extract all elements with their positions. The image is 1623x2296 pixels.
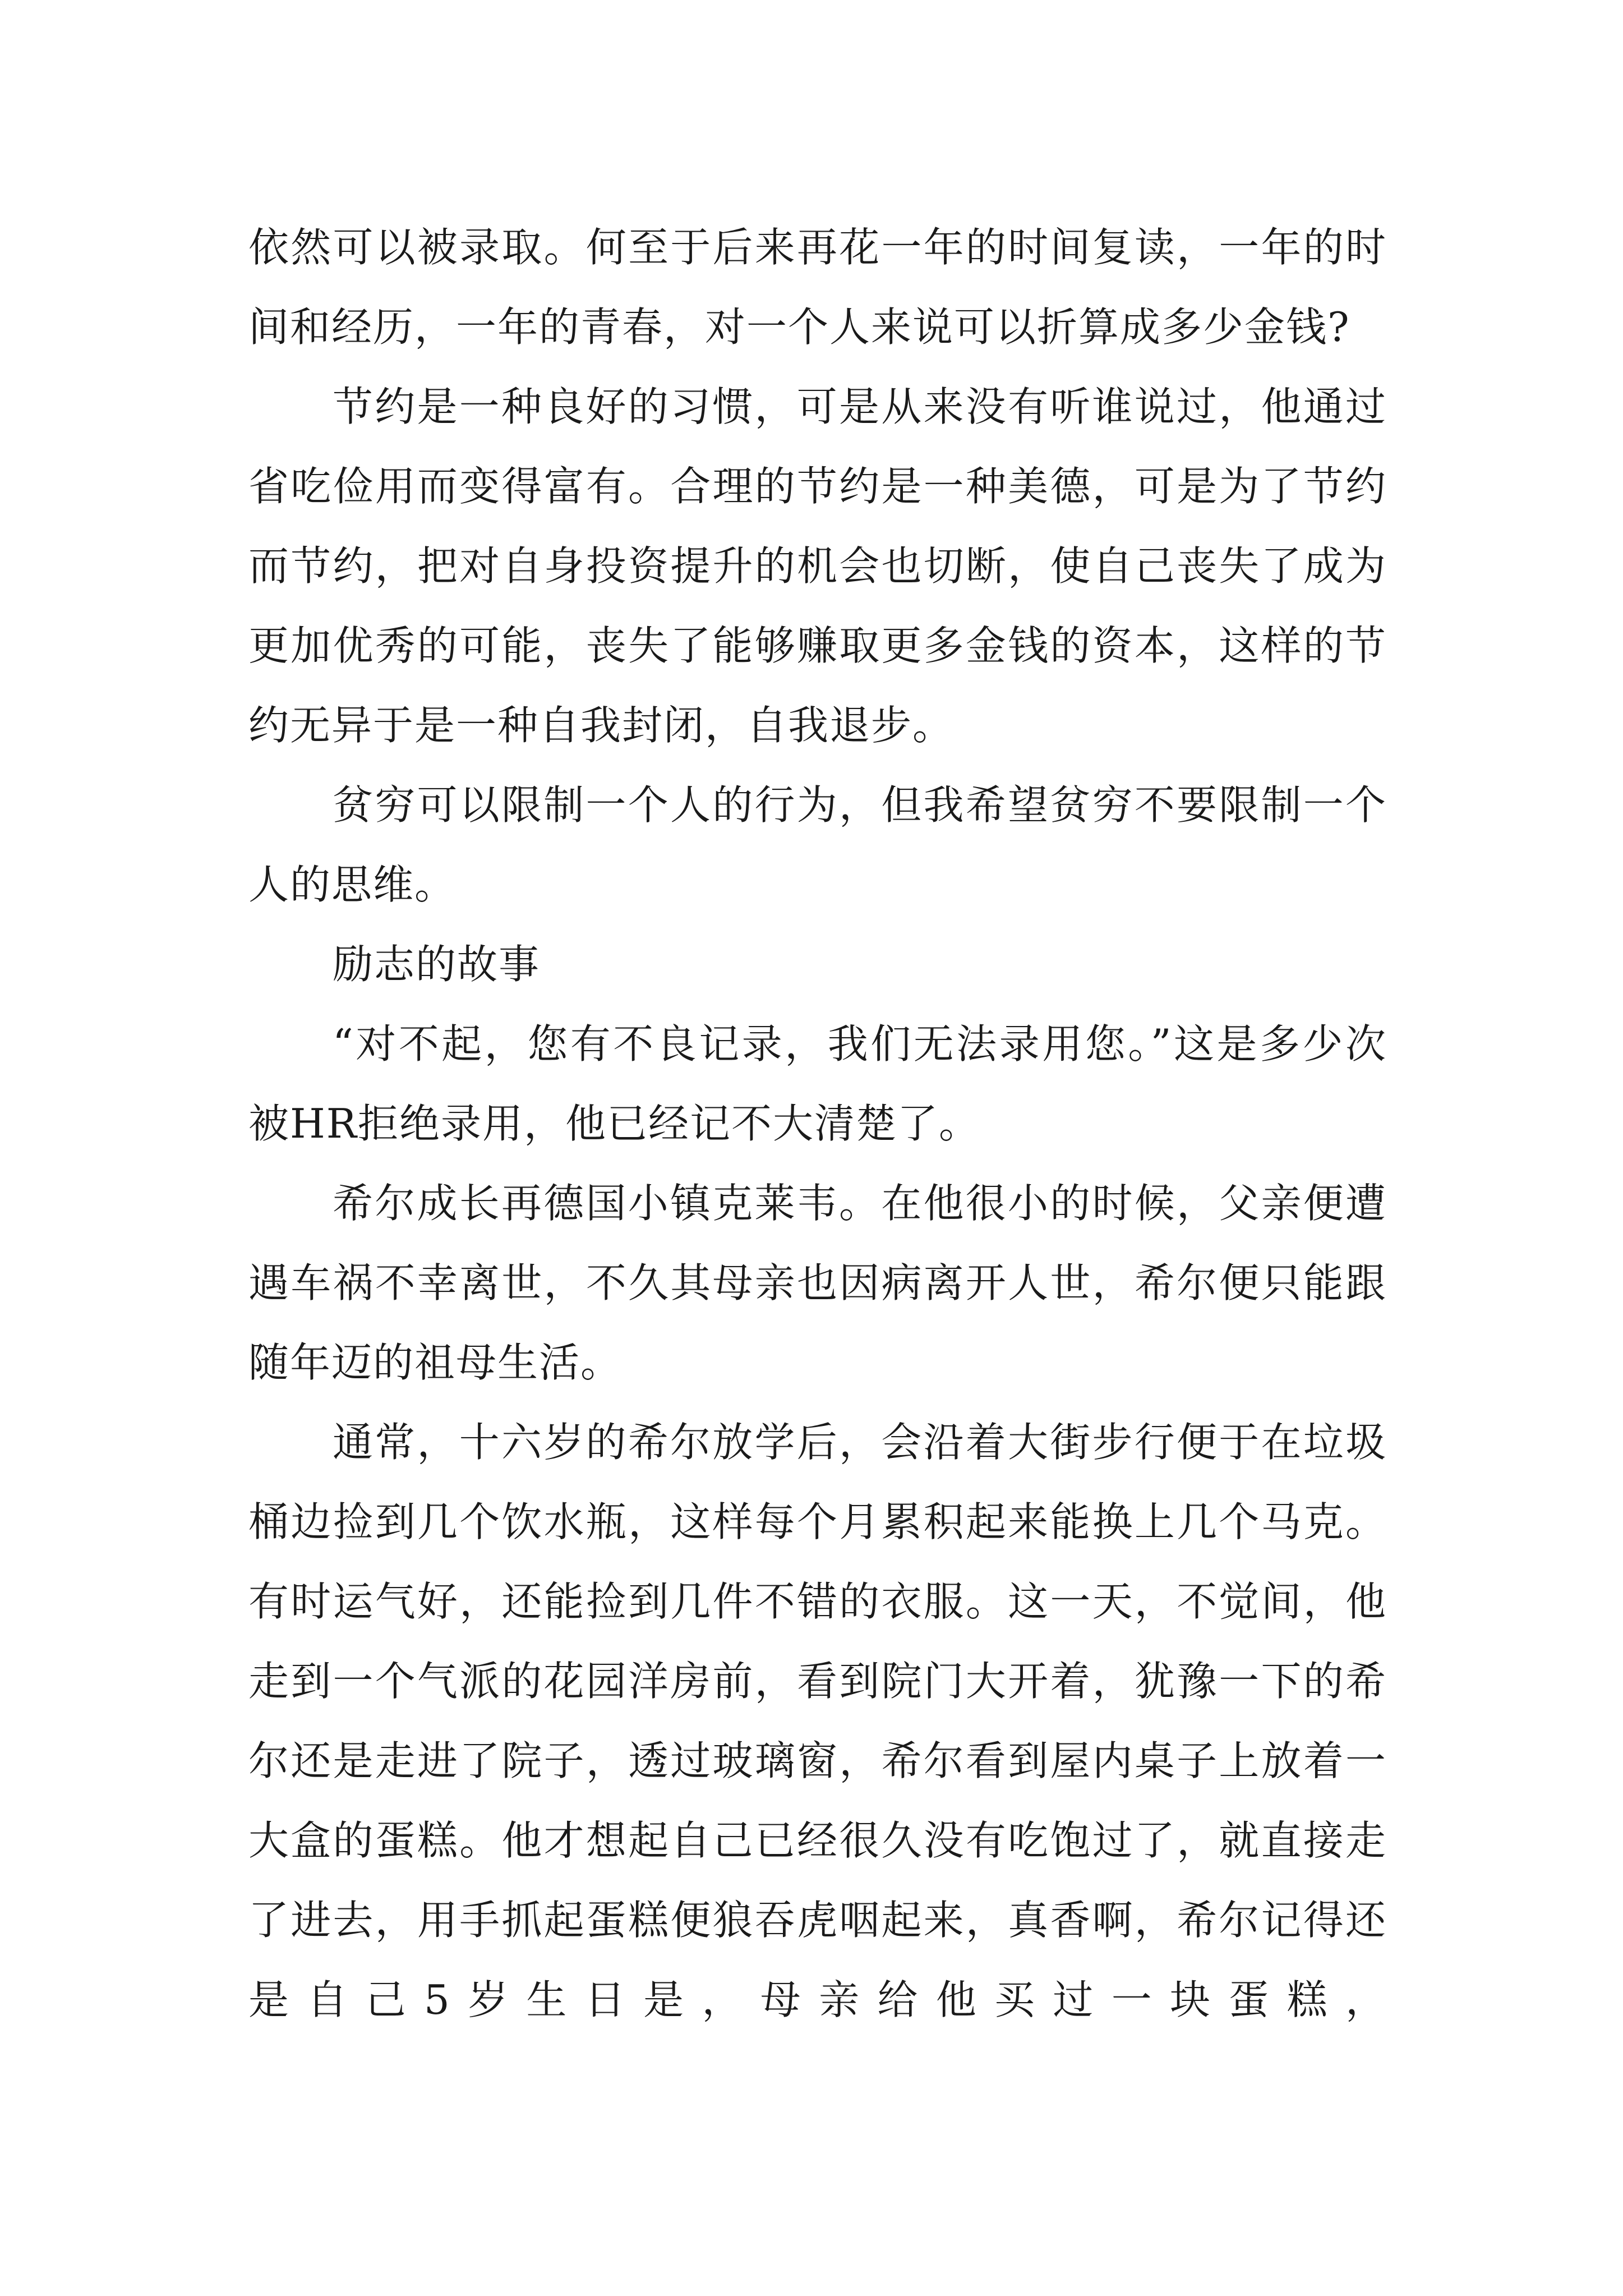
paragraph-continued: 依然可以被录取。何至于后来再花一年的时间复读，一年的时间和经历，一年的青春，对一个人来说可以折算成多少金钱? [248,224,1387,351]
paragraph-story: 通常，十六岁的希尔放学后，会沿着大街步行便于在垃圾桶边捡到几个饮水瓶，这样每个月累积起来能换上几个马克。有时运气好，还能捡到几件不错的衣服。这一天，不觉间，他走到一个气派的花园洋房前，看到院门大开着，犹豫一下的希尔还是走进了院子，透过玻璃窗，希尔看到屋内桌子上放着一大盒的蛋糕。他才想起自己已经很久没有吃饱过了，就直接走了进去，用手抓起蛋糕便狼吞虎咽起来，真香啊，希尔记得还是自己5岁生日是，母亲给他买过一块蛋糕， [248,1419,1387,2023]
section-heading: 励志的故事 [333,941,541,988]
paragraph-poverty: 贫穷可以限制一个人的行为，但我希望贫穷不要限制一个人的思维。 [248,781,1387,908]
paragraph-thrift: 节约是一种良好的习惯，可是从来没有听谁说过，他通过省吃俭用而变得富有。合理的节约是一种美德，可是为了节约而节约，把对自身投资提升的机会也切断，使自己丧失了成为更加优秀的可能，丧失了能够赚取更多金钱的资本，这样的节约无异于是一种自我封闭，自我退步。 [248,383,1387,749]
paragraph-rejection: “对不起，您有不良记录，我们无法录用您。”这是多少次被HR拒绝录用，他已经记不大清楚了。 [248,1020,1387,1147]
body-text [248,208,1387,2040]
paragraph-background: 希尔成长再德国小镇克莱韦。在他很小的时候，父亲便遭遇车祸不幸离世，不久其母亲也因病离开人世，希尔便只能跟随年迈的祖母生活。 [248,1180,1387,1386]
